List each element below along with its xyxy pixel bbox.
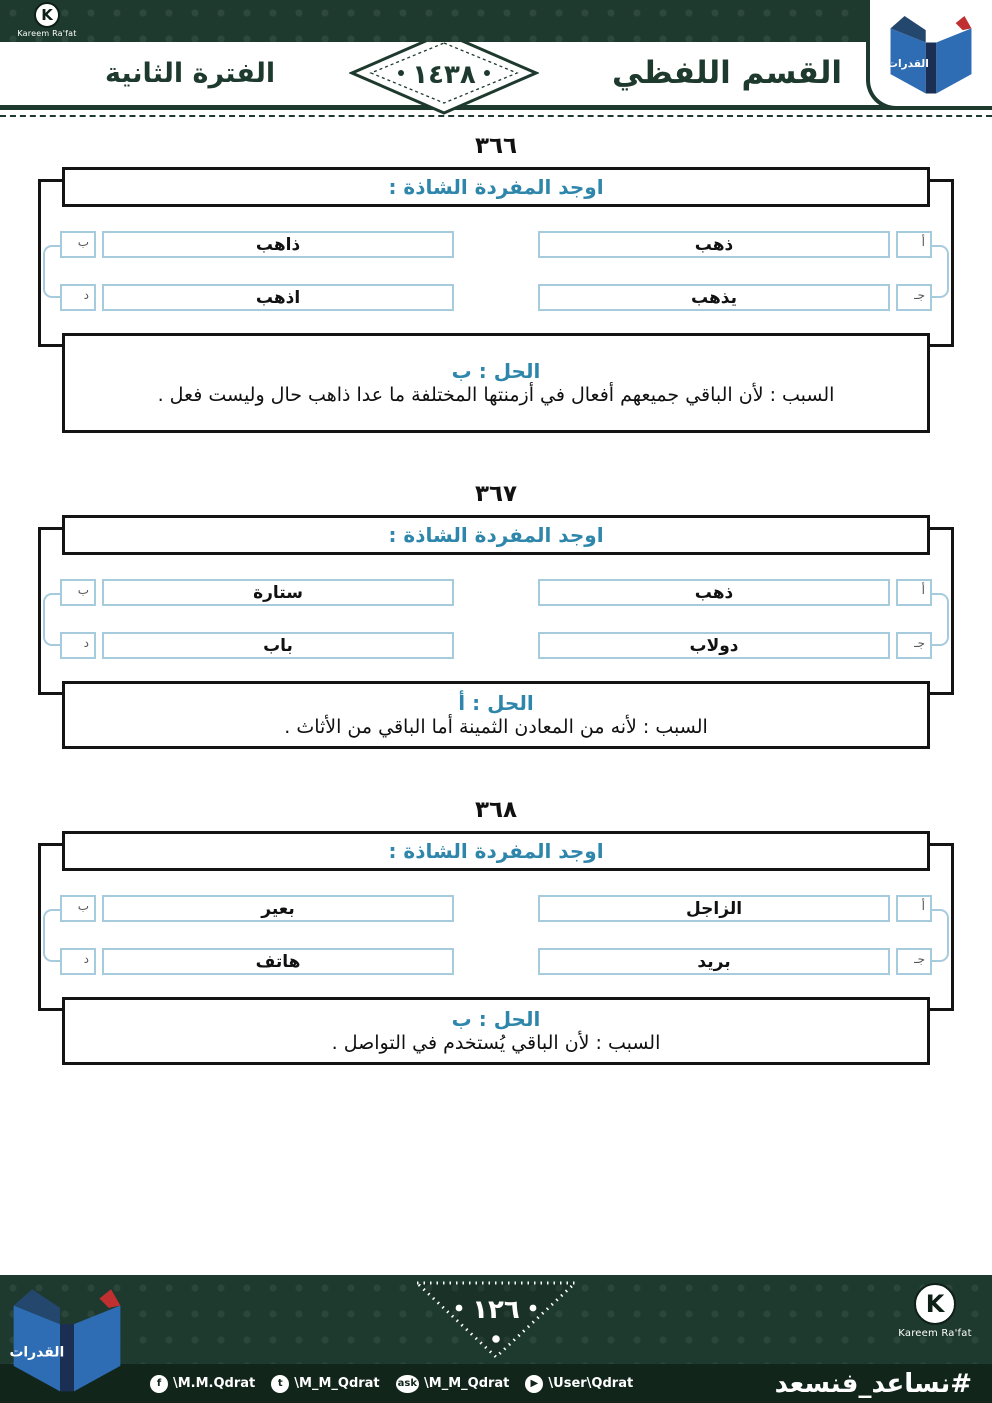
option-letter-c: جـ: [896, 632, 932, 659]
option-text-a: الزاجل: [538, 895, 890, 922]
brand-name: Kareem Ra'fat: [17, 29, 77, 38]
section-title: القسم اللفظي: [611, 55, 842, 91]
option-letter-b: ب: [60, 231, 96, 258]
year-text: ١٤٣٨: [411, 60, 476, 90]
options-row: [60, 895, 932, 922]
footer: [0, 1275, 992, 1403]
kareem-logo: [890, 1283, 980, 1339]
youtube-icon: ▶: [525, 1375, 543, 1393]
option-a: [538, 895, 932, 922]
option-d: [60, 284, 454, 311]
option-letter-a: أ: [896, 231, 932, 258]
option-text-b: بعير: [102, 895, 454, 922]
options-row: [60, 632, 932, 659]
option-text-d: اذهب: [102, 284, 454, 311]
answer-reason: السبب : لأنه من المعادن الثمينة أما الباقي من الأثاث .: [284, 715, 708, 738]
question-367: [0, 481, 992, 749]
option-text-d: باب: [102, 632, 454, 659]
brand-name: Kareem Ra'fat: [898, 1328, 972, 1339]
svg-text:القدرات: القدرات: [9, 1344, 65, 1361]
youtube-handle: \User\Qdrat: [548, 1376, 634, 1391]
option-letter-d: د: [60, 948, 96, 975]
k-logo-icon: [34, 2, 60, 28]
top-banner: [0, 0, 992, 42]
option-text-b: ذاهب: [102, 231, 454, 258]
question-number: ٣٦٨: [474, 797, 518, 823]
footer-banner: [0, 1275, 992, 1364]
question-number: ٣٦٦: [474, 133, 518, 159]
askfm-icon: ask: [396, 1375, 419, 1393]
answer-box: [62, 997, 930, 1065]
qudrat-book-logo-icon: [887, 9, 975, 97]
options-connector-right: [932, 909, 949, 962]
options-connector-right: [932, 593, 949, 646]
year-badge: [349, 30, 539, 116]
question-366: [0, 133, 992, 433]
question-prompt: اوجد المفردة الشاذة :: [62, 515, 930, 555]
answer-reason: السبب : لأن الباقي يُستخدم في التواصل .: [331, 1031, 661, 1054]
qudrat-logo-box: [866, 0, 992, 110]
facebook-handle: \M.M.Qdrat: [173, 1376, 256, 1391]
page-number-badge: [407, 1278, 585, 1362]
answer-box: [62, 681, 930, 749]
options-grid: [38, 579, 954, 659]
header: [0, 42, 992, 117]
option-letter-d: د: [60, 632, 96, 659]
period-title: الفترة الثانية: [105, 57, 276, 89]
hashtag: #نساعد_فنسعد: [774, 1368, 972, 1399]
youtube-link: [525, 1375, 633, 1393]
answer-reason: السبب : لأن الباقي جميعهم أفعال في أزمنتها المختلفة ما عدا ذاهب حال وليست فعل .: [157, 383, 835, 406]
options-row: [60, 284, 932, 311]
question-frame: [38, 167, 954, 433]
question-number: ٣٦٧: [474, 481, 518, 507]
twitter-link: [271, 1375, 379, 1393]
option-letter-b: ب: [60, 579, 96, 606]
question-368: [0, 797, 992, 1065]
page-number: ١٢٦: [472, 1295, 520, 1325]
k-logo-letter: K: [41, 6, 53, 24]
option-text-a: ذهب: [538, 579, 890, 606]
question-frame: [38, 831, 954, 1065]
option-a: [538, 579, 932, 606]
option-letter-c: جـ: [896, 284, 932, 311]
option-text-a: ذهب: [538, 231, 890, 258]
k-logo-letter: K: [925, 1290, 945, 1318]
option-letter-b: ب: [60, 895, 96, 922]
askfm-handle: \M_M_Qdrat: [424, 1376, 510, 1391]
option-letter-a: أ: [896, 579, 932, 606]
options-row: [60, 231, 932, 258]
kareem-logo: [10, 2, 84, 38]
svg-text:القدرات: القدرات: [887, 58, 929, 71]
option-text-b: ستارة: [102, 579, 454, 606]
option-d: [60, 948, 454, 975]
options-connector-right: [932, 245, 949, 298]
option-text-c: دولاب: [538, 632, 890, 659]
options-connector-left: [43, 593, 60, 646]
twitter-handle: \M_M_Qdrat: [294, 1376, 380, 1391]
facebook-link: [150, 1375, 255, 1393]
answer-label: الحل : ب: [451, 358, 541, 383]
answer-label: الحل : أ: [458, 690, 534, 715]
option-letter-a: أ: [896, 895, 932, 922]
option-text-d: هاتف: [102, 948, 454, 975]
askfm-link: [396, 1375, 510, 1393]
options-connector-left: [43, 909, 60, 962]
twitter-icon: t: [271, 1375, 289, 1393]
social-links: [150, 1375, 633, 1393]
option-c: [538, 284, 932, 311]
option-text-c: يذهب: [538, 284, 890, 311]
option-b: [60, 579, 454, 606]
options-row: [60, 579, 932, 606]
option-text-c: بريد: [538, 948, 890, 975]
question-prompt: اوجد المفردة الشاذة :: [62, 831, 930, 871]
options-grid: [38, 231, 954, 311]
option-a: [538, 231, 932, 258]
options-grid: [38, 895, 954, 975]
social-bar: [0, 1364, 992, 1403]
option-b: [60, 231, 454, 258]
answer-label: الحل : ب: [451, 1006, 541, 1031]
options-row: [60, 948, 932, 975]
option-c: [538, 948, 932, 975]
option-b: [60, 895, 454, 922]
question-frame: [38, 515, 954, 749]
options-connector-left: [43, 245, 60, 298]
facebook-icon: f: [150, 1375, 168, 1393]
option-c: [538, 632, 932, 659]
answer-box: [62, 333, 930, 433]
option-letter-c: جـ: [896, 948, 932, 975]
question-prompt: اوجد المفردة الشاذة :: [62, 167, 930, 207]
k-logo-icon: [914, 1283, 956, 1325]
qudrat-book-logo-icon: [8, 1280, 126, 1396]
header-row: [0, 42, 992, 104]
option-d: [60, 632, 454, 659]
questions-area: [0, 117, 992, 1065]
option-letter-d: د: [60, 284, 96, 311]
